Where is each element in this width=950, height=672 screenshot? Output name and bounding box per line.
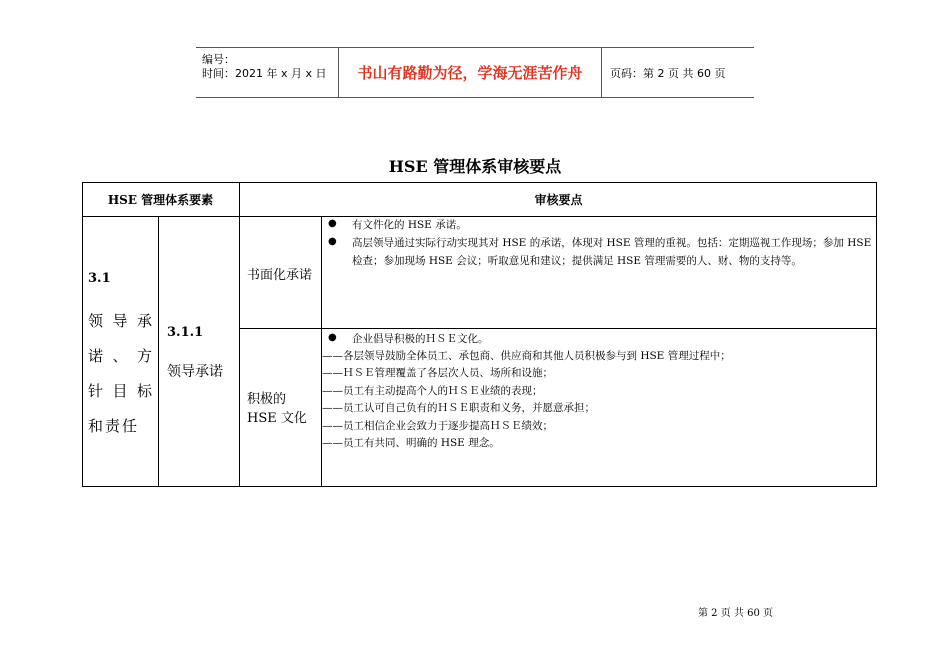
- culture-line: ——员工有共同、明确的 HSE 理念。: [322, 437, 500, 449]
- row-content-hse-culture: [322, 329, 876, 486]
- document-title: HSE 管理体系审核要点: [388, 157, 562, 176]
- bullet-icon: ●: [328, 332, 337, 343]
- subsection-number: 3.1.1: [167, 325, 204, 340]
- bullet-text: 高层领导通过实际行动实现其对 HSE 的承诺，体现对 HSE 管理的重视。包括：定期巡视工作现场；参加 HSE 检查；参加现场 HSE 会议；听取意见和建议；提供满足 HSE 管理需要的人、财、物的支持等。: [352, 237, 872, 267]
- culture-line: ——员工认可自己负有的ＨＳＥ职责和义务，并愿意承担；: [322, 402, 595, 414]
- culture-line: ——ＨＳＥ管理覆盖了各层次人员、场所和设施；: [322, 367, 553, 379]
- bullet-icon: ●: [328, 236, 337, 247]
- header-meta: [196, 48, 339, 97]
- col-header-elements: HSE 管理体系要素: [107, 192, 214, 207]
- table-col-divider-2: [239, 182, 240, 487]
- header-motto: 书山有路勤为径，学海无涯苦作舟: [357, 64, 583, 82]
- bullet-icon: ●: [328, 218, 337, 229]
- doc-number-label: 编号：: [202, 53, 235, 66]
- table-border-left: [82, 182, 83, 487]
- row-label-written-commitment: 书面化承诺: [247, 268, 313, 283]
- col-header-audit-points: 审核要点: [534, 192, 583, 207]
- subsection-name: 领导承诺: [167, 364, 223, 380]
- section-name: 领导承诺、方针目标和责任: [88, 312, 154, 435]
- page-header: [196, 47, 754, 98]
- culture-line: ——员工相信企业会致力于逐步提高ＨＳＥ绩效；: [322, 420, 553, 432]
- bullet-text: 有文件化的 HSE 承诺。: [352, 219, 467, 231]
- section-number: 3.1: [88, 271, 111, 286]
- culture-line: ——各层领导鼓励全体员工、承包商、供应商和其他人员积极参与到 HSE 管理过程中；: [322, 350, 731, 362]
- row-label-hse-culture: 积极的 HSE 文化: [247, 392, 307, 426]
- page-footer: 第 2 页 共 60 页: [698, 608, 773, 619]
- bullet-text: 企业倡导积极的ＨＳＥ文化。: [352, 333, 489, 345]
- table-border-bottom: [82, 486, 877, 487]
- row-content-written-commitment: [322, 217, 876, 328]
- header-page-info: 页码：第 2 页 共 60 页: [610, 66, 726, 80]
- culture-line: ——员工有主动提高个人的ＨＳＥ业绩的表现；: [322, 385, 543, 397]
- audit-table: [82, 182, 877, 487]
- doc-time-label: 时间：2021 年 x 月 x 日: [202, 67, 327, 80]
- table-col-divider-1: [158, 216, 159, 487]
- header-motto-cell: [339, 48, 602, 97]
